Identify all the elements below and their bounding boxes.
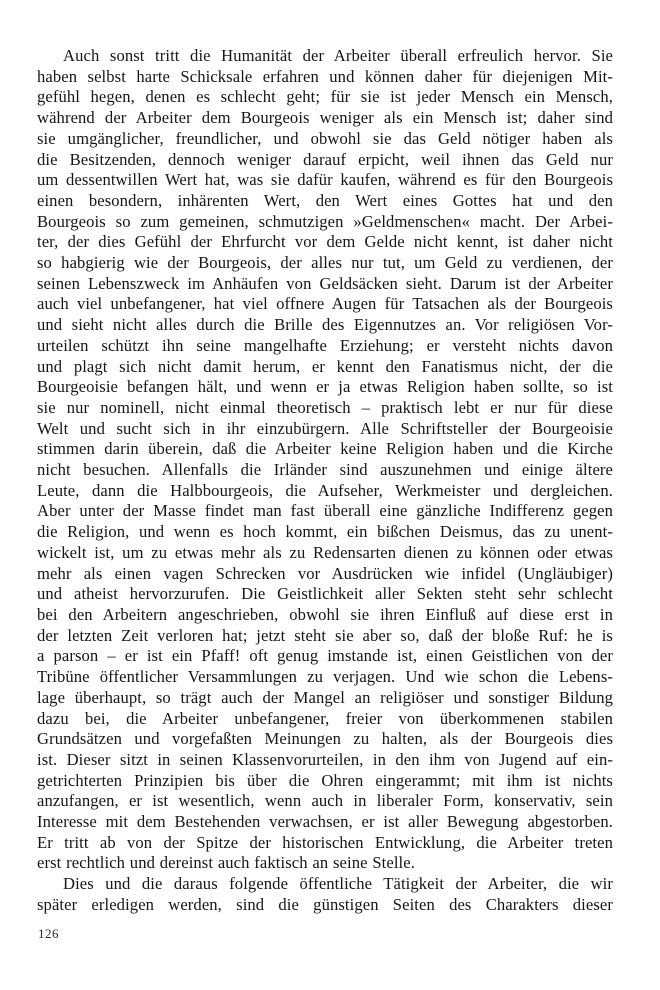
text-line: Grundsätzen und vorgefaßten Meinungen zu halten, als der Bourgeois dies <box>37 729 613 749</box>
text-line: Tribüne öffentlicher Versammlungen zu verjagen. Und wie schon die Lebens- <box>37 667 613 687</box>
text-line: seinen Lebenszweck im Anhäufen von Geldsäcken sieht. Darum ist der Arbeiter <box>37 273 613 293</box>
text-line: die Besitzenden, dennoch weniger darauf erpicht, weil ihnen das Geld nur <box>37 149 613 169</box>
text-line: getrichterten Prinzipien bis über die Ohren eingerammt; mit ihm ist nichts <box>37 770 613 790</box>
text-line: wickelt ist, um zu etwas mehr als zu Redensarten dienen zu können oder etwas <box>37 542 613 562</box>
text-line: Bourgeoisie befangen hält, und wenn er ja etwas Religion haben sollte, so ist <box>37 377 613 397</box>
text-line: um dessentwillen Wert hat, was sie dafür kaufen, während es für den Bourgeois <box>37 170 613 190</box>
text-line: lage überhaupt, so trägt auch der Mangel an religiöser und sonstiger Bildung <box>37 687 613 707</box>
text-line: später erledigen werden, sind die günstigen Seiten des Charakters dieser <box>37 894 613 914</box>
text-line: so habgierig wie der Bourgeois, der alles nur tut, um Geld zu verdienen, der <box>37 253 613 273</box>
text-line: urteilen schützt ihn seine mangelhafte Erziehung; er versteht nichts davon <box>37 335 613 355</box>
text-line: bei den Arbeitern angeschrieben, obwohl sie ihren Einfluß auf diese erst in <box>37 604 613 624</box>
text-line: die Religion, und wenn es hoch kommt, ein bißchen Deismus, das zu unent- <box>37 522 613 542</box>
text-line: Auch sonst tritt die Humanität der Arbeiter überall erfreulich hervor. Sie <box>63 46 613 65</box>
text-line: auch viel unbefangener, hat viel offnere Augen für Tatsachen als der Bourgeois <box>37 294 613 314</box>
text-line: a parson – er ist ein Pfaff! oft genug imstande ist, einen Geistlichen von der <box>37 646 613 666</box>
text-line: der letzten Zeit verloren hat; jetzt steht sie aber so, daß der bloße Ruf: he is <box>37 625 613 645</box>
text-line: Welt und sucht sich in ihr einzubürgern. Alle Schriftsteller der Bourgeoisie <box>37 418 613 438</box>
text-line: Leute, dann die Halbbourgeois, die Aufseher, Werkmeister und dergleichen. <box>37 480 613 500</box>
text-line: haben selbst harte Schicksale erfahren und können daher für diejenigen Mit- <box>37 66 613 86</box>
body-text <box>37 46 613 916</box>
text-line: sie nur nominell, nicht einmal theoretisch – praktisch lebt er nur für diese <box>37 397 613 417</box>
text-line: ist. Dieser sitzt in seinen Klassenvorurteilen, in den ihm von Jugend auf ein- <box>37 749 613 769</box>
text-line: nicht besuchen. Allenfalls die Irländer sind auszunehmen und einige ältere <box>37 460 613 480</box>
text-line: Er tritt ab von der Spitze der historischen Entwicklung, die Arbeiter treten <box>37 832 613 852</box>
text-line: Dies und die daraus folgende öffentliche Tätigkeit der Arbeiter, die wir <box>63 874 613 894</box>
text-line: anzufangen, er ist wesentlich, wenn auch in liberaler Form, konservativ, sein <box>37 791 613 811</box>
text-line: Bourgeois so zum gemeinen, schmutzigen »Geldmenschen« macht. Der Arbei- <box>37 211 613 231</box>
text-line: während der Arbeiter dem Bourgeois weniger als ein Mensch ist; daher sind <box>37 108 613 128</box>
text-line: dazu bei, die Arbeiter unbefangener, freier von überkommenen stabilen <box>37 708 613 728</box>
text-line: erst rechtlich und dereinst auch faktisch an seine Stelle. <box>37 853 415 873</box>
text-line: Aber unter der Masse findet man fast überall eine gänzliche Indifferenz gegen <box>37 501 613 521</box>
text-line: stimmen darin überein, daß die Arbeiter keine Religion haben und die Kirche <box>37 439 613 459</box>
text-line: und atheist hervorzurufen. Die Geistlichkeit aller Sekten steht sehr schlecht <box>37 584 613 604</box>
text-line: ter, der dies Gefühl der Ehrfurcht vor dem Gelde nicht kennt, ist daher nicht <box>37 232 613 252</box>
text-line: gefühl hegen, denen es schlecht geht; für sie ist jeder Mensch ein Mensch, <box>37 87 613 107</box>
paragraph <box>37 874 613 915</box>
text-line: und sieht nicht alles durch die Brille des Eigennutzes an. Vor religiösen Vor- <box>37 315 613 335</box>
text-line: sie umgänglicher, freundlicher, und obwohl sie das Geld nötiger haben als <box>37 128 613 148</box>
paragraph <box>37 46 613 874</box>
page-number: 126 <box>38 926 59 941</box>
text-line: und plagt sich nicht damit herum, er kennt den Fanatismus nicht, der die <box>37 356 613 376</box>
text-line: einen besondern, inhärenten Wert, den Wert eines Gottes hat und den <box>37 190 613 210</box>
text-line: mehr als einen vagen Schrecken vor Ausdrücken wie infidel (Ungläubiger) <box>37 563 613 583</box>
text-line: Interesse mit dem Bestehenden verwachsen, er ist aller Bewegung abgestorben. <box>37 812 613 832</box>
